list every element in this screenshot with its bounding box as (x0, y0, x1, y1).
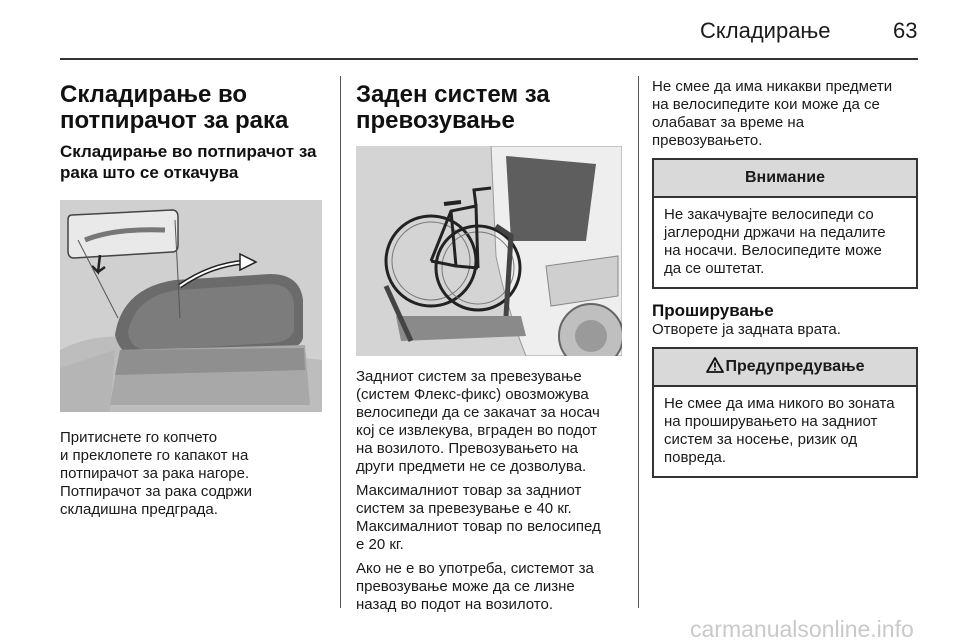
armrest-storage-illustration-icon (60, 200, 322, 412)
text-line: на возилото. Превозувањето на (356, 440, 578, 457)
text-line: на проширувањето на задниот (664, 413, 878, 430)
notice-body (654, 198, 916, 287)
extension-text: Отворете ја задната врата. (652, 321, 841, 338)
text-line: Максималниот товар по велосипед (356, 518, 601, 535)
text-line: повреда. (664, 449, 727, 466)
text-line: и преклопете го капакот на (60, 447, 249, 464)
text-line: Не смее да има никакви предмети (652, 78, 893, 95)
text-line: велосипеди да се закачат за носач (356, 404, 600, 421)
text-line: Не смее да има никого во зоната (664, 395, 895, 412)
armrest-figure (60, 200, 322, 412)
text-line: Потпирачот за рака содржи (60, 483, 253, 500)
warning-box (652, 347, 918, 478)
warning-triangle-icon (706, 357, 724, 373)
text-line: систем за носење, ризик од (664, 431, 858, 448)
text-line: да се оштетат. (664, 260, 765, 277)
removable-armrest-subheading: Складирање во потпирачот за рака што се откачува (60, 142, 317, 182)
carrier-continuation-section (652, 78, 918, 478)
header-divider (60, 58, 918, 60)
rear-carrier-section (356, 82, 622, 614)
text-line: други предмети не се дозволува. (356, 458, 587, 475)
warning-body (654, 387, 916, 476)
text-line: на носачи. Велосипедите може (664, 242, 882, 259)
text-line: на велосипедите кои може да се (652, 96, 880, 113)
text-line: јаглеродни држачи на педалите (664, 224, 886, 241)
text-line: систем за превезување е 40 кг. (356, 500, 572, 517)
text-line: складишна предграда. (60, 501, 218, 518)
text-line: назад во подот на возилото. (356, 596, 554, 613)
warning-title: Предупредување (725, 358, 865, 375)
notice-box (652, 158, 918, 289)
armrest-storage-section (60, 82, 322, 519)
rear-bicycle-carrier-illustration-icon (356, 146, 622, 356)
carrier-retract-note (356, 560, 622, 614)
text-line: Ако не е во употреба, системот за (356, 560, 594, 577)
text-line: Задниот систем за превезување (356, 368, 582, 385)
page-header-title: Складирање (700, 18, 831, 43)
watermark: carmanualsonline.info (690, 616, 914, 642)
text-line: е 20 кг. (356, 536, 404, 553)
text-line: олабават за време на (652, 114, 805, 131)
text-line: потпирачот за рака нагоре. (60, 465, 250, 482)
carrier-load-limits (356, 482, 622, 554)
text-line: Не закачувајте велосипеди со (664, 206, 874, 223)
carrier-description (356, 368, 622, 476)
text-line: кој се извлекува, вграден во подот (356, 422, 598, 439)
rear-carrier-heading: Заден систем за превозување (356, 81, 550, 134)
armrest-storage-heading: Складирање во потпирачот за рака (60, 81, 289, 134)
armrest-instructions (60, 429, 322, 519)
text-line: Притиснете го копчето (60, 429, 218, 446)
notice-title: Внимание (654, 160, 916, 198)
text-line: Максималниот товар за задниот (356, 482, 582, 499)
extension-heading: Проширување (652, 301, 774, 320)
text-line: превозување може да се лизне (356, 578, 575, 595)
warning-header (654, 349, 916, 387)
column-divider-1 (340, 76, 341, 608)
column-divider-2 (638, 76, 639, 608)
text-line: превозувањето. (652, 132, 763, 149)
text-line: (систем Флекс-фикс) овозможува (356, 386, 589, 403)
bicycle-carrier-figure (356, 146, 622, 356)
page-number: 63 (893, 18, 918, 43)
loose-items-note (652, 78, 918, 150)
